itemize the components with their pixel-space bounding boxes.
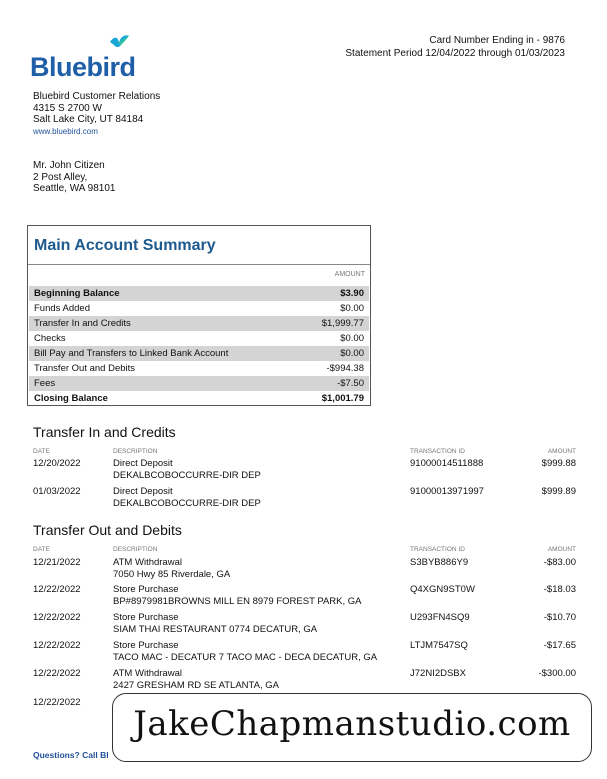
summary-amount: -$7.50 (337, 378, 364, 389)
summary-amount: $3.90 (340, 288, 364, 299)
sender-address (33, 91, 160, 137)
summary-amount: $0.00 (340, 303, 364, 314)
footer-questions: Questions? Call Bl (33, 750, 109, 760)
col-transaction-id-header: TRANSACTION ID (410, 546, 465, 553)
debit-amount: -$300.00 (538, 668, 576, 679)
description-line: Direct Deposit (113, 458, 173, 469)
description-detail: SIAM THAI RESTAURANT 0774 DECATUR, GA (113, 624, 318, 635)
watermark-text: JakeChapmanstudio.com (133, 704, 571, 744)
col-date-header: DATE (33, 448, 50, 455)
col-transaction-id-header: TRANSACTION ID (410, 448, 465, 455)
credit-date: 01/03/2022 (33, 486, 81, 497)
description-line: ATM Withdrawal (113, 668, 182, 679)
summary-row-funds-added (29, 301, 369, 316)
statement-header (345, 34, 565, 60)
debit-transaction-id: LTJM7547SQ (410, 640, 468, 651)
summary-row-fees (29, 376, 369, 391)
debit-amount: -$10.70 (543, 612, 576, 623)
debit-date: 12/22/2022 (33, 697, 81, 708)
description-detail: 7050 Hwy 85 Riverdale, GA (113, 569, 231, 580)
summary-amount: -$994.38 (326, 363, 364, 374)
recipient-city: Seattle, WA 98101 (33, 183, 116, 194)
recipient-name: Mr. John Citizen (33, 160, 105, 171)
summary-amount: $0.00 (340, 348, 364, 359)
summary-amount: $1,999.77 (321, 318, 364, 329)
summary-row-transfer-in (29, 316, 369, 331)
credit-transaction-id: 91000013971997 (410, 486, 484, 497)
summary-row-closing-balance (29, 391, 369, 406)
credit-description (113, 486, 261, 510)
description-line: Direct Deposit (113, 486, 173, 497)
debit-date: 12/22/2022 (33, 640, 81, 651)
description-detail: 2427 GRESHAM RD SE ATLANTA, GA (113, 680, 279, 691)
website-link[interactable]: www.bluebird.com (33, 126, 98, 136)
summary-label: Transfer Out and Debits (34, 363, 136, 374)
summary-row-checks (29, 331, 369, 346)
credit-amount: $999.88 (541, 458, 576, 469)
summary-label: Funds Added (34, 303, 90, 314)
debit-description (113, 584, 362, 608)
description-line: Store Purchase (113, 584, 179, 595)
credit-transaction-id: 91000014511888 (410, 458, 484, 469)
col-amount-header: AMOUNT (547, 546, 576, 553)
summary-row-bill-pay (29, 346, 369, 361)
debit-transaction-id: U293FN4SQ9 (410, 612, 470, 623)
description-detail: DEKALBCOBOCCURRE-DIR DEP (113, 470, 261, 481)
summary-amount: $0.00 (340, 333, 364, 344)
sender-city: Salt Lake City, UT 84184 (33, 114, 144, 125)
bluebird-logo (30, 34, 140, 84)
logo-text: Bluebird (30, 52, 136, 82)
description-line: ATM Withdrawal (113, 557, 182, 568)
debit-description (113, 668, 279, 692)
sender-name: Bluebird Customer Relations (33, 91, 161, 102)
card-number: Card Number Ending in - 9876 (429, 35, 565, 46)
credit-date: 12/20/2022 (33, 458, 81, 469)
col-amount-header: AMOUNT (547, 448, 576, 455)
col-date-header: DATE (33, 546, 50, 553)
debit-transaction-id: Q4XGN9ST0W (410, 584, 475, 595)
sender-street: 4315 S 2700 W (33, 102, 102, 114)
credit-description (113, 458, 261, 482)
debit-date: 12/22/2022 (33, 668, 81, 679)
debit-amount: -$17.65 (543, 640, 576, 651)
description-detail: DEKALBCOBOCCURRE-DIR DEP (113, 498, 261, 509)
col-description-header: DESCRIPTION (113, 546, 158, 553)
debit-transaction-id: S3BYB886Y9 (410, 557, 469, 568)
amount-header: AMOUNT (334, 271, 365, 278)
debits-section-title: Transfer Out and Debits (33, 522, 182, 538)
summary-title: Main Account Summary (34, 237, 216, 254)
recipient-street: 2 Post Alley, (33, 171, 88, 183)
account-summary-box (27, 225, 371, 406)
summary-row-beginning-balance (29, 286, 369, 301)
bird-logo-icon (108, 34, 130, 52)
recipient-address (33, 160, 115, 195)
debit-description (113, 640, 377, 664)
summary-label: Beginning Balance (34, 288, 120, 299)
debit-amount: -$83.00 (543, 557, 576, 568)
description-line: Store Purchase (113, 612, 179, 623)
col-description-header: DESCRIPTION (113, 448, 158, 455)
description-detail: TACO MAC - DECATUR 7 TACO MAC - DECA DECATUR, GA (113, 652, 378, 663)
debit-description (113, 557, 230, 581)
debit-date: 12/22/2022 (33, 612, 81, 623)
debit-date: 12/22/2022 (33, 584, 81, 595)
summary-label: Checks (34, 333, 66, 344)
debit-amount: -$18.03 (543, 584, 576, 595)
summary-row-transfer-out (29, 361, 369, 376)
summary-label: Transfer In and Credits (34, 318, 131, 329)
summary-amount: $1,001.79 (321, 393, 364, 404)
watermark-box (112, 693, 592, 762)
debit-transaction-id: J72NI2DSBX (410, 668, 466, 679)
credits-section-title: Transfer In and Credits (33, 424, 176, 440)
summary-label: Closing Balance (34, 393, 108, 404)
debit-description (113, 612, 317, 636)
summary-label: Bill Pay and Transfers to Linked Bank Account (34, 348, 229, 359)
statement-period: Statement Period 12/04/2022 through 01/03/2023 (345, 48, 565, 59)
debit-date: 12/21/2022 (33, 557, 81, 568)
summary-label: Fees (34, 378, 56, 389)
divider (28, 264, 370, 265)
credit-amount: $999.89 (541, 486, 576, 497)
description-detail: BP#8979981BROWNS MILL EN 8979 FOREST PARK, GA (113, 596, 362, 607)
description-line: Store Purchase (113, 640, 179, 651)
